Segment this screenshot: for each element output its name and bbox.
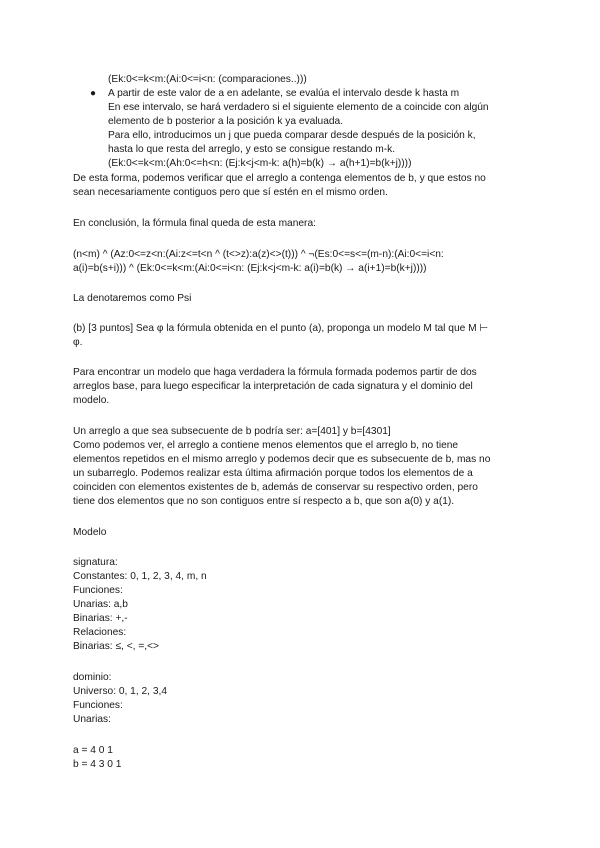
- bullet-line-2: En ese intervalo, se hará verdadero si el siguiente elemento de a coincide con algún: [108, 102, 489, 113]
- bullet-line-3: elemento de b posterior a la posición k ya evaluada.: [108, 116, 344, 127]
- final-formula-line-2: a(i)=b(s+i))) ^ (Ek:0<=k<m:(Ai:0<=i<n: (Ej:k<j<m-k: a(i)=b(k) → a(i+1)=b(k+j)))): [73, 263, 427, 274]
- signature-functions: Funciones:: [73, 585, 123, 596]
- paragraph-3-line-1: Para encontrar un modelo que haga verdadera la fórmula formada podemos partir de dos: [73, 367, 477, 378]
- final-formula-line-1: (n<m) ^ (Az:0<=z<n:(Ai:z<=t<n ^ (t<>z):a(z)<>(t))) ^ ¬(Es:0<=s<=(m-n):(Ai:0<=i<n:: [73, 249, 444, 260]
- signature-unary: Unarias: a,b: [73, 599, 128, 610]
- paragraph-3-line-2: arreglos base, para luego especificar la interpretación de cada signatura y el dominio del: [73, 381, 473, 392]
- bullet-line-6: (Ek:0<=k<m:(Ah:0<=h<n: (Ej:k<j<m-k: a(h)=b(k) → a(h+1)=b(k+j)))): [108, 158, 412, 169]
- modelo-heading: Modelo: [73, 527, 107, 538]
- bullet-line-5: hasta lo que resta del arreglo, y esto se consigue restando m-k.: [108, 144, 396, 155]
- paragraph-4-line-1: Un arreglo a que sea subsecuente de b podría ser: a=[401] y b=[4301]: [73, 426, 391, 437]
- paragraph-4-line-5: coinciden con elementos existentes de b, además de conservar su respectivo orden, pero: [73, 482, 478, 493]
- array-a: a = 4 0 1: [73, 745, 113, 756]
- domain-universe: Universo: 0, 1, 2, 3,4: [73, 686, 168, 697]
- paragraph-4-line-6: tiene dos elementos que no son contiguos entre sí respecto a b, que son a(0) y a(1).: [73, 496, 455, 507]
- part-b-line-1: (b) [3 puntos] Sea φ la fórmula obtenida en el punto (a), proponga un modelo M tal que M ⊢: [73, 323, 489, 334]
- domain-functions: Funciones:: [73, 700, 123, 711]
- paragraph-4-line-2: Como podemos ver, el arreglo a contiene menos elementos que el arreglo b, no tiene: [73, 440, 459, 451]
- paragraph-2-line-2: sean necesariamente contiguos pero que sí estén en el mismo orden.: [73, 187, 388, 198]
- signature-relations: Relaciones:: [73, 627, 127, 638]
- paragraph-4-line-3: elementos repetidos en el mismo arreglo y podemos decir que es subsecuente de b, mas no: [73, 454, 491, 465]
- paragraph-4-line-4: un subarreglo. Podemos realizar esta última afirmación porque todos los elementos de a: [73, 468, 473, 479]
- bullet-dot-icon: ●: [90, 88, 97, 99]
- bullet-line-1: A partir de este valor de a en adelante, se evalúa el intervalo desde k hasta m: [108, 88, 460, 99]
- signature-heading: signatura:: [73, 557, 118, 568]
- part-b-line-2: φ.: [73, 337, 83, 348]
- formula-exists-k: (Ek:0<=k<m:(Ai:0<=i<n: (comparaciones..))): [108, 74, 307, 85]
- signature-relations-binary: Binarias: ≤, <, =,<>: [73, 641, 160, 652]
- array-b: b = 4 3 0 1: [73, 759, 122, 770]
- conclusion-text: En conclusión, la fórmula final queda de esta manera:: [73, 218, 316, 229]
- denote-text: La denotaremos como Psi: [73, 293, 192, 304]
- signature-binary: Binarias: +,-: [73, 613, 128, 624]
- paragraph-2-line-1: De esta forma, podemos verificar que el arreglo a contenga elementos de b, y que estos no: [73, 173, 486, 184]
- bullet-line-4: Para ello, introducimos un j que pueda comparar desde después de la posición k,: [108, 130, 476, 141]
- domain-unary: Unarias:: [73, 714, 111, 725]
- paragraph-3-line-3: modelo.: [73, 395, 110, 406]
- domain-heading: dominio:: [73, 672, 112, 683]
- signature-constants: Constantes: 0, 1, 2, 3, 4, m, n: [73, 571, 207, 582]
